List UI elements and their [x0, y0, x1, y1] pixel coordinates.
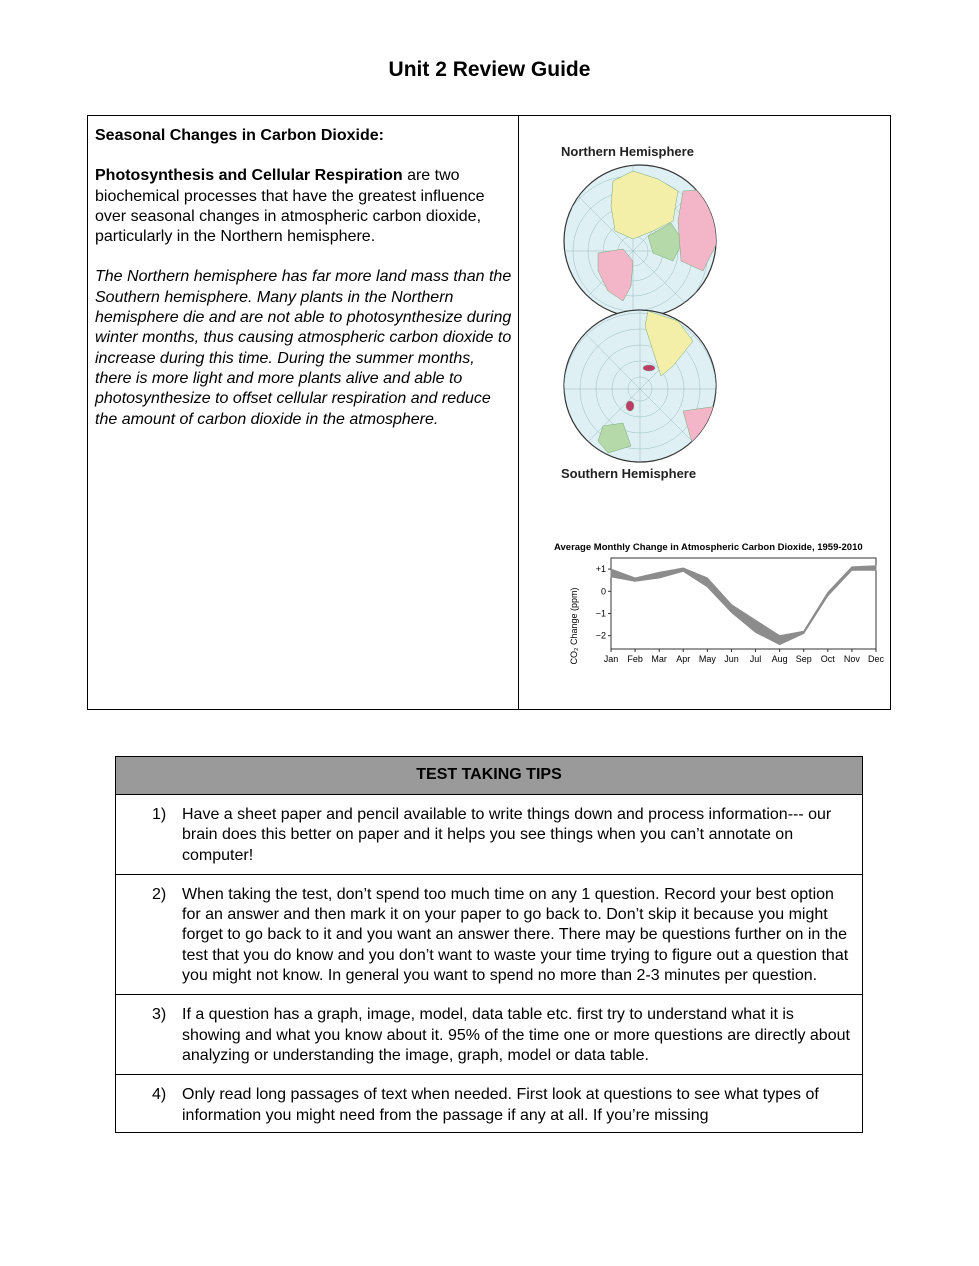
chart-title: Average Monthly Change in Atmospheric Carbon Dioxide, 1959-2010 — [554, 542, 863, 553]
northern-hemisphere-map — [553, 161, 723, 331]
y-tick-label: +1 — [595, 564, 606, 575]
tip-item — [116, 875, 862, 994]
tip-number: 4) — [152, 1086, 167, 1104]
co2-text — [95, 126, 513, 450]
page-title: Unit 2 Review Guide — [388, 58, 591, 81]
tip-text: Only read long passages of text when needed. First look at questions to see what types of information you might need from the passage if any at all. If you’re missing — [182, 1086, 819, 1124]
x-tick-label: Oct — [820, 654, 835, 664]
plot-frame — [611, 558, 876, 649]
tip-number: 2) — [152, 885, 167, 903]
y-tick-label: −1 — [595, 608, 606, 619]
tip-item — [116, 1075, 862, 1132]
intro-paragraph — [95, 166, 513, 247]
co2-change-band — [611, 566, 876, 645]
section-heading: Seasonal Changes in Carbon Dioxide: — [95, 127, 384, 144]
tip-item — [116, 995, 862, 1074]
intro-bold: Photosynthesis and Cellular Respiration — [95, 167, 403, 185]
x-tick-label: Apr — [676, 654, 691, 664]
tips-header: TEST TAKING TIPS — [116, 757, 863, 795]
x-tick-label: Sep — [795, 654, 812, 664]
tip-number: 3) — [152, 1006, 167, 1024]
x-tick-label: Nov — [843, 654, 860, 664]
chart-ylabel: CO₂ Change (ppm) — [569, 587, 579, 665]
x-tick-label: Feb — [627, 654, 643, 664]
column-divider — [518, 116, 519, 709]
tip-text: When taking the test, don’t spend too much time on any 1 question. Record your best option for an answer and then mark it on your paper to go back to. Don’t skip it because you might forget to go back to it and you want an answer there. There may be questions further on in the test that you do know and you don’t want to waste your time trying to figure out a question that you might not know. In general you want to spend no more than 2-3 minutes per question. — [182, 885, 849, 985]
x-tick-label: Jun — [724, 654, 739, 664]
southern-hemisphere-map — [553, 306, 723, 471]
tip-text: Have a sheet paper and pencil available to write things down and process information--- our brain does this better on paper and it helps you see things when you can’t annotate on computer! — [182, 806, 832, 864]
tip-text: If a question has a graph, image, model, data table etc. first try to understand what it is showing and what you know about it. 95% of the time one or more questions are directly about analyzing or understanding the image, graph, model or data table. — [182, 1006, 850, 1064]
north-map-label: Northern Hemisphere — [561, 144, 694, 159]
south-map-label: Southern Hemisphere — [561, 466, 697, 481]
x-tick-label: Jan — [603, 654, 619, 664]
explanation-paragraph: The Northern hemisphere has far more land mass than the Southern hemisphere. Many plants in the Northern hemisphere die and are not able to photosynthesize during winter months, thus causing atmospheric carbon dioxide to increase during this time. During the summer months, there is more light and more plants alive and able to photosynthesize to offset cellular respiration and reduce the amount of carbon dioxide in the atmosphere. — [95, 268, 512, 428]
x-tick-label: May — [698, 654, 716, 664]
x-tick-label: Jul — [749, 654, 762, 664]
x-tick-label: Dec — [867, 654, 885, 664]
tip-item — [116, 795, 862, 874]
test-taking-tips-table — [115, 756, 863, 1133]
tip-number: 1) — [152, 806, 167, 823]
x-tick-label: Aug — [771, 654, 788, 664]
co2-chart — [548, 536, 885, 676]
co2-section — [87, 115, 891, 710]
intro-text: are two biochemical processes that have the greatest influence over seasonal changes in atmospheric carbon dioxide, particularly in the Northern hemisphere. — [95, 167, 485, 246]
y-tick-label: −2 — [595, 630, 606, 641]
x-tick-label: Mar — [651, 654, 667, 664]
y-tick-label: 0 — [600, 586, 606, 597]
hemisphere-maps — [553, 161, 723, 471]
